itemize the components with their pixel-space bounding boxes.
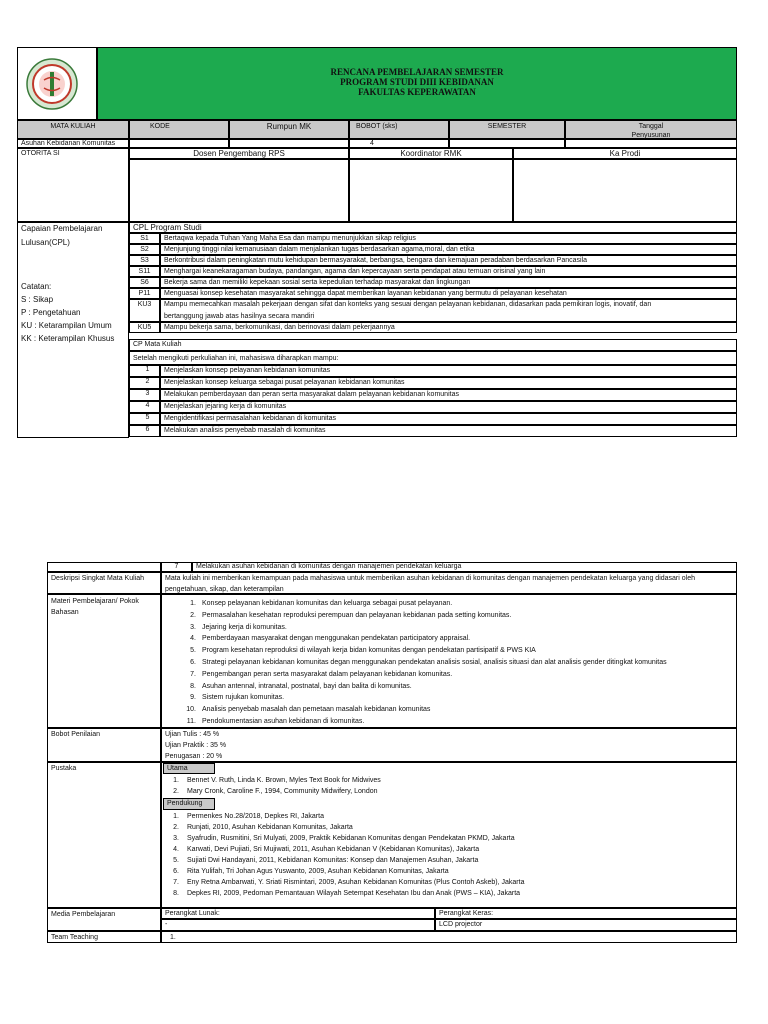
cp-no-label: 5 [145,414,150,421]
pendukung-label: Pendukung [163,798,215,810]
pustaka-item: 1. Bennet V. Ruth, Linda K. Brown, Myles Text Book for Midwives [173,777,381,784]
team-value: 1. [161,931,737,943]
keras-value: LCD projector [435,919,737,931]
cpl-text: Menguasai konsep kesehatan masyarakat sehingga dapat memberikan layanan kebidanan yang bermutu di pelayanan kesehatan [160,288,737,299]
koordinator-sign [349,159,513,222]
pustaka-item: 4. Karwati, Devi Pujiati, Sri Mujiwati, 2011, Asuhan Kebidanan V (Kebidanan Komunitas), Jakarta [173,846,480,853]
cpl-code: S2 [129,244,160,255]
cpl-code: S1 [129,233,160,244]
cpl-text: Menjunjung tinggi nilai kemanusiaan dalam menjalankan tugas berdasarkan agama,moral, dan etika [160,244,737,255]
materi-item: 4. Pemberdayaan masyarakat dengan menggunakan pendekatan participatory appraisal. [190,635,471,643]
kaprodi-cell: Ka Prodi [513,148,737,159]
header-line-2: PROGRAM STUDI DIII KEBIDANAN [340,77,494,87]
cpl-code: S6 [129,277,160,288]
keras-label: Perangkat Keras: [435,908,737,919]
pendukung-list [161,811,737,899]
utama-list [161,775,737,797]
deskripsi-text: Mata kuliah ini memberikan kemampuan pada mahasiswa untuk memberikan asuhan kebidanan di komunitas dengan manajemen pendekatan keluarga yang didasari oleh pengetahuan, sikap, dan keterampilan [161,572,737,594]
header-line-1: RENCANA PEMBELAJARAN SEMESTER [330,67,504,77]
cp-text: Menjelaskan jejaring kerja di komunitas [160,401,737,413]
bobot-list: Ujian Tulis : 45 % Ujian Praktik : 35 % Penugasan : 20 % [161,728,737,762]
cp-text: Mengidentifikasi permasalahan kebidanan di komunitas [160,413,737,425]
pustaka-item: 6. Rita Yulifah, Tri Johan Agus Yuswanto, 2009, Asuhan Kebidanan Komunitas, Jakarta [173,868,449,875]
cp-text: Menjelaskan konsep pelayanan kebidanan komunitas [160,365,737,377]
bobot-label: Bobot Penilaian [47,728,161,762]
pustaka-item: 3. Syafrudin, Rusmitini, Sri Mulyati, 2009, Praktik Kebidanan Komunitas dengan Pendekatan PKMD, Jakarta [173,835,515,842]
cpl-text: Mampu memecahkan masalah pekerjaan dengan sifat dan konteks yang sesuai dengan pelayanan kebidanan, didasarkan pada pemikiran logis, inovatif, dan bertanggung jawab atas hasilnya secara mandiri [160,299,737,322]
cpl-label-cell: Capaian Pembelajaran Lulusan(CPL) Catatan: S : Sikap P : Pengetahuan KU : Ketarampilan Umum KK : Keterampilan Khusus [17,222,129,438]
cp-no-label: 4 [145,402,150,409]
materi-item: 2. Permasalahan kesehatan reproduksi perempuan dan pelayanan kebidanan pada setting komunitas. [190,611,512,619]
header-banner [97,47,737,120]
cpl-code: KU5 [129,322,160,333]
tanggal-value [565,139,737,148]
cp7-left [47,562,161,572]
team-label: Team Teaching [47,931,161,943]
cp-text: Melakukan analisis penyebab masalah di komunitas [160,425,737,437]
dosen-cell: Dosen Pengembang RPS [129,148,349,159]
cpl-code: S3 [129,255,160,266]
pustaka-item: 5. Sujiati Dwi Handayani, 2011, Kebidanan Komunitas: Konsep dan Manajemen Asuhan, Jakarta [173,857,479,864]
cpl-text: Mampu bekerja sama, berkomunikasi, dan berinovasi dalam pekerjaannya [160,322,737,333]
pustaka-item: 1. Permenkes No.28/2018, Depkes RI, Jakarta [173,813,324,820]
materi-item: 8. Asuhan antennal, intranatal, postnatal, bayi dan balita di komunitas. [190,682,412,690]
rumpun-header: Rumpun MK [229,120,349,139]
pustaka-item: 7. Eny Retna Ambarwati, Y. Sriati Rismintari, 2009, Asuhan Kebidanan Komunitas (Plus Contoh Askeb), Jakarta [173,879,525,886]
cpl-text: Berkontribusi dalam peningkatan mutu kehidupan bermasyarakat, berbangsa, bengara dan kemajuan peradaban berdasarkan Pancasila [160,255,737,266]
materi-item: 6. Strategi pelayanan kebidanan komunitas degan menggunakan pendekatan analisis sosial, analisis situasi dan alat analisis gender ditingkat komunitas [190,658,667,666]
cpl-text: Menghargai keanekaragaman budaya, pandangan, agama dan kepercayaan serta pendapat atau temuan orisinal yang lain [160,266,737,277]
mk-value: Asuhan Kebidanan Komunitas [17,139,129,148]
university-logo [26,58,78,110]
pustaka-item: 8. Depkes RI, 2009, Pedoman Pemantauan Wilayah Setempat Kesehatan Ibu dan Anak (PWS – KIA), Jakarta [173,890,521,897]
tanggal-header: Tanggal Penyusunan [565,120,737,139]
materi-item: 9. Sistem rujukan komunitas. [190,694,285,702]
cpl-heading: CPL Program Studi [129,222,737,233]
cp-text: Menjelaskan konsep keluarga sebagai pusat pelayanan kebidanan komunitas [160,377,737,389]
cpl-code: KU3 [129,299,160,322]
cpl-code: P11 [129,288,160,299]
materi-item: 11. Pendokumentasian asuhan kebidanan di komunitas. [186,717,365,725]
kode-value [129,139,229,148]
materi-item: 5. Program kesehatan reproduksi di wilayah kerja bidan komunitas dengan pendekatan partisipatif & PWS KIA [190,647,536,655]
deskripsi-label: Deskripsi Singkat Mata Kuliah [47,572,161,594]
materi-label: Materi Pembelajaran/ Pokok Bahasan [47,594,161,728]
cp7-no: 7 [161,562,192,572]
cp-no-label: 6 [145,426,150,433]
lunak-value: - [161,919,435,931]
semester-value [449,139,565,148]
mk-header: MATA KULIAH [17,120,129,139]
cp-no-label: 1 [145,366,150,373]
materi-item: 10. Analisis penyebab masalah dan pemetaan masalah kebidanan komunitas [186,706,431,714]
utama-label: Utama [163,763,215,774]
bobot-header: BOBOT (sks) [349,120,449,139]
semester-header: SEMESTER [449,120,565,139]
cp-no-label: 3 [145,390,150,397]
media-label: Media Pembelajaran [47,908,161,931]
koordinator-cell: Koordinator RMK [349,148,513,159]
materi-item: 7. Pengembangan peran serta masyarakat dalam pelayanan kebidanan komunitas. [190,670,453,678]
cp-no-label: 2 [145,378,150,385]
bobot-value: 4 [349,139,449,148]
cpl-code: S11 [129,266,160,277]
dosen-sign [129,159,349,222]
cpl-text: Bertaqwa kepada Tuhan Yang Maha Esa dan mampu menunjukkan sikap religius [160,233,737,244]
cpl-text: Bekerja sama dan memiliki kepekaan sosial serta kepedulian terhadap masyarakat dan lingkungan [160,277,737,288]
cp-heading: CP Mata Kuliah [129,339,737,351]
materi-item: 3. Jejaring kerja di komunitas. [190,623,287,631]
lunak-label: Perangkat Lunak: [161,908,435,919]
cp-text: Melakukan pemberdayaan dan peran serta masyarakat dalam pelayanan kebidanan komunitas [160,389,737,401]
materi-list [161,594,737,728]
kaprodi-sign [513,159,737,222]
pustaka-label: Pustaka [47,762,161,908]
kode-header: KODE [129,120,229,139]
materi-item: 1. Konsep pelayanan kebidanan komunitas dan keluarga sebagai pusat pelayanan. [190,600,453,607]
rumpun-value [229,139,349,148]
otoritas-label-cell: OTORITA SI [17,148,129,222]
pustaka-item: 2. Mary Cronk, Caroline F., 1994, Community Midwifery, London [173,788,378,795]
cp-intro: Setelah mengikuti perkuliahan ini, mahasiswa diharapkan mampu: [129,351,737,365]
cp7-text: Melakukan asuhan kebidanan di komunitas dengan manajemen pendekatan keluarga [192,562,737,572]
pustaka-item: 2. Runjati, 2010, Asuhan Kebidanan Komunitas, Jakarta [173,824,353,831]
header-line-3: FAKULTAS KEPERAWATAN [358,87,476,97]
